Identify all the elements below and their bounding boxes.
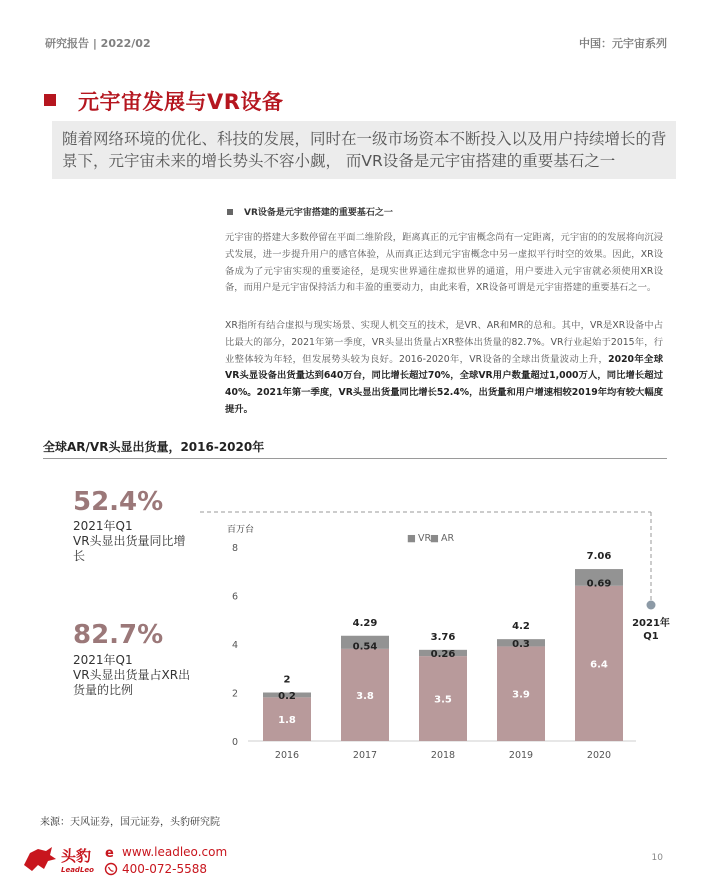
label-ar-2020: 0.69 bbox=[586, 578, 612, 590]
y-tick-label: 2 bbox=[231, 688, 238, 700]
y-tick-label: 6 bbox=[231, 591, 238, 603]
x-tick-label-2018: 2018 bbox=[430, 750, 456, 761]
label-ar-2019: 0.3 bbox=[512, 638, 530, 650]
label-vr-2019: 3.9 bbox=[512, 689, 530, 701]
web-icon bbox=[104, 845, 118, 859]
report-series: 中国：元宇宙系列 bbox=[579, 37, 667, 50]
y-tick-label: 8 bbox=[231, 543, 238, 554]
annotation-dot-icon bbox=[647, 601, 656, 610]
label-total-2018: 3.76 bbox=[430, 631, 456, 643]
x-tick-label-2017: 2017 bbox=[352, 750, 378, 761]
label-vr-2018: 3.5 bbox=[434, 694, 452, 706]
x-tick-label-2019: 2019 bbox=[508, 750, 534, 761]
label-ar-2017: 0.54 bbox=[352, 641, 378, 653]
stat-share-label: 2021年Q1 VR头显出货量占XR出货量的比例 bbox=[73, 653, 191, 697]
stat-growth-label: 2021年Q1 VR头显出货量同比增长 bbox=[73, 519, 186, 563]
stat-share-value: 82.7% bbox=[73, 620, 164, 650]
legend-ar-label: AR bbox=[441, 533, 455, 544]
label-ar-2018: 0.26 bbox=[430, 648, 456, 660]
label-vr-2020: 6.4 bbox=[590, 659, 608, 671]
label-total-2019: 4.2 bbox=[512, 621, 530, 633]
logo-en: LeadLeo bbox=[61, 866, 94, 874]
section-title: VR设备是元宇宙搭建的重要基石之一 bbox=[244, 208, 393, 218]
leopard-logo-icon bbox=[20, 843, 60, 875]
page-number: 10 bbox=[651, 853, 663, 863]
label-total-2020: 7.06 bbox=[586, 551, 612, 563]
x-tick-label-2016: 2016 bbox=[274, 750, 300, 761]
svg-text:e: e bbox=[105, 846, 114, 859]
legend-vr-swatch-icon: ■ bbox=[407, 533, 416, 544]
label-vr-2017: 3.8 bbox=[356, 690, 374, 702]
paragraph-2-highlight: 2020年全球VR头显设备出货量达到640万台，同比增长超过70%，全球VR用户数量超过1,000万人，同比增长超过40%。2021年第一季度，VR头显出货量同比增长52.4%，出货量和用户增速相较2019年均有较大幅度提升。 bbox=[225, 353, 663, 415]
summary-text: 随着网络环境的优化、科技的发展，同时在一级市场资本不断投入以及用户持续增长的背景下，元宇宙未来的增长势头不容小觑， 而VR设备是元宇宙搭建的重要基石之一 bbox=[62, 130, 667, 170]
chart-section-title: 全球AR/VR头显出货量，2016-2020年 bbox=[43, 440, 265, 454]
source-note: 来源：天风证券，国元证券，头豹研究院 bbox=[40, 817, 220, 828]
logo-cn: 头豹 bbox=[61, 847, 92, 865]
report-type-date: 研究报告 | 2022/02 bbox=[45, 37, 151, 50]
phone-number: 400-072-5588 bbox=[122, 862, 208, 876]
label-total-2016: 2 bbox=[283, 674, 291, 686]
website-link[interactable]: www.leadleo.com bbox=[122, 845, 228, 859]
phone-icon bbox=[104, 862, 118, 876]
y-tick-label: 0 bbox=[231, 737, 238, 748]
bars bbox=[263, 551, 623, 761]
chart-legend bbox=[407, 533, 454, 544]
annotation-label-line1: 2021年 bbox=[632, 618, 670, 629]
label-total-2017: 4.29 bbox=[352, 617, 378, 629]
y-tick-label: 4 bbox=[231, 640, 238, 651]
legend-vr-label: VR bbox=[418, 533, 432, 544]
legend-ar-swatch-icon: ■ bbox=[430, 533, 439, 544]
paragraph-2-text: XR指所有结合虚拟与现实场景、实现人机交互的技术，是VR、AR和MR的总和。其中，VR是XR设备中占比最大的部分，2021年第一季度，VR头显出货量占XR整体出货量的82.7%。VR行业起始于2015年，行业整体较为年轻，但发展势头较为良好。2016-2020年，VR设备的全球出货量波动上升， bbox=[225, 320, 663, 365]
page-title: 元宇宙发展与VR设备 bbox=[78, 90, 284, 114]
paragraph-1: 元宇宙的搭建大多数停留在平面二维阶段，距离真正的元宇宙概念尚有一定距离，元宇宙的的发展将向沉浸式发展，进一步提升用户的感官体验，从而真正达到元宇宙概念中另一虚拟平行时空的效果。因此，XR设备成为了元宇宙实现的重要途径，是现实世界通往虚拟世界的通道，用户要进入元宇宙就必须使用XR设备，而用户是元宇宙保持活力和丰盈的重要动力，由此来看，XR设备可谓是元宇宙搭建的重要基石之一。 bbox=[225, 232, 663, 294]
y-axis-label: 百万台 bbox=[227, 525, 255, 535]
annotation-label-line2: Q1 bbox=[643, 631, 659, 642]
label-ar-2016: 0.2 bbox=[278, 690, 296, 702]
stat-growth-value: 52.4% bbox=[73, 487, 164, 517]
label-vr-2016: 1.8 bbox=[278, 715, 296, 727]
x-tick-label-2020: 2020 bbox=[586, 750, 612, 761]
